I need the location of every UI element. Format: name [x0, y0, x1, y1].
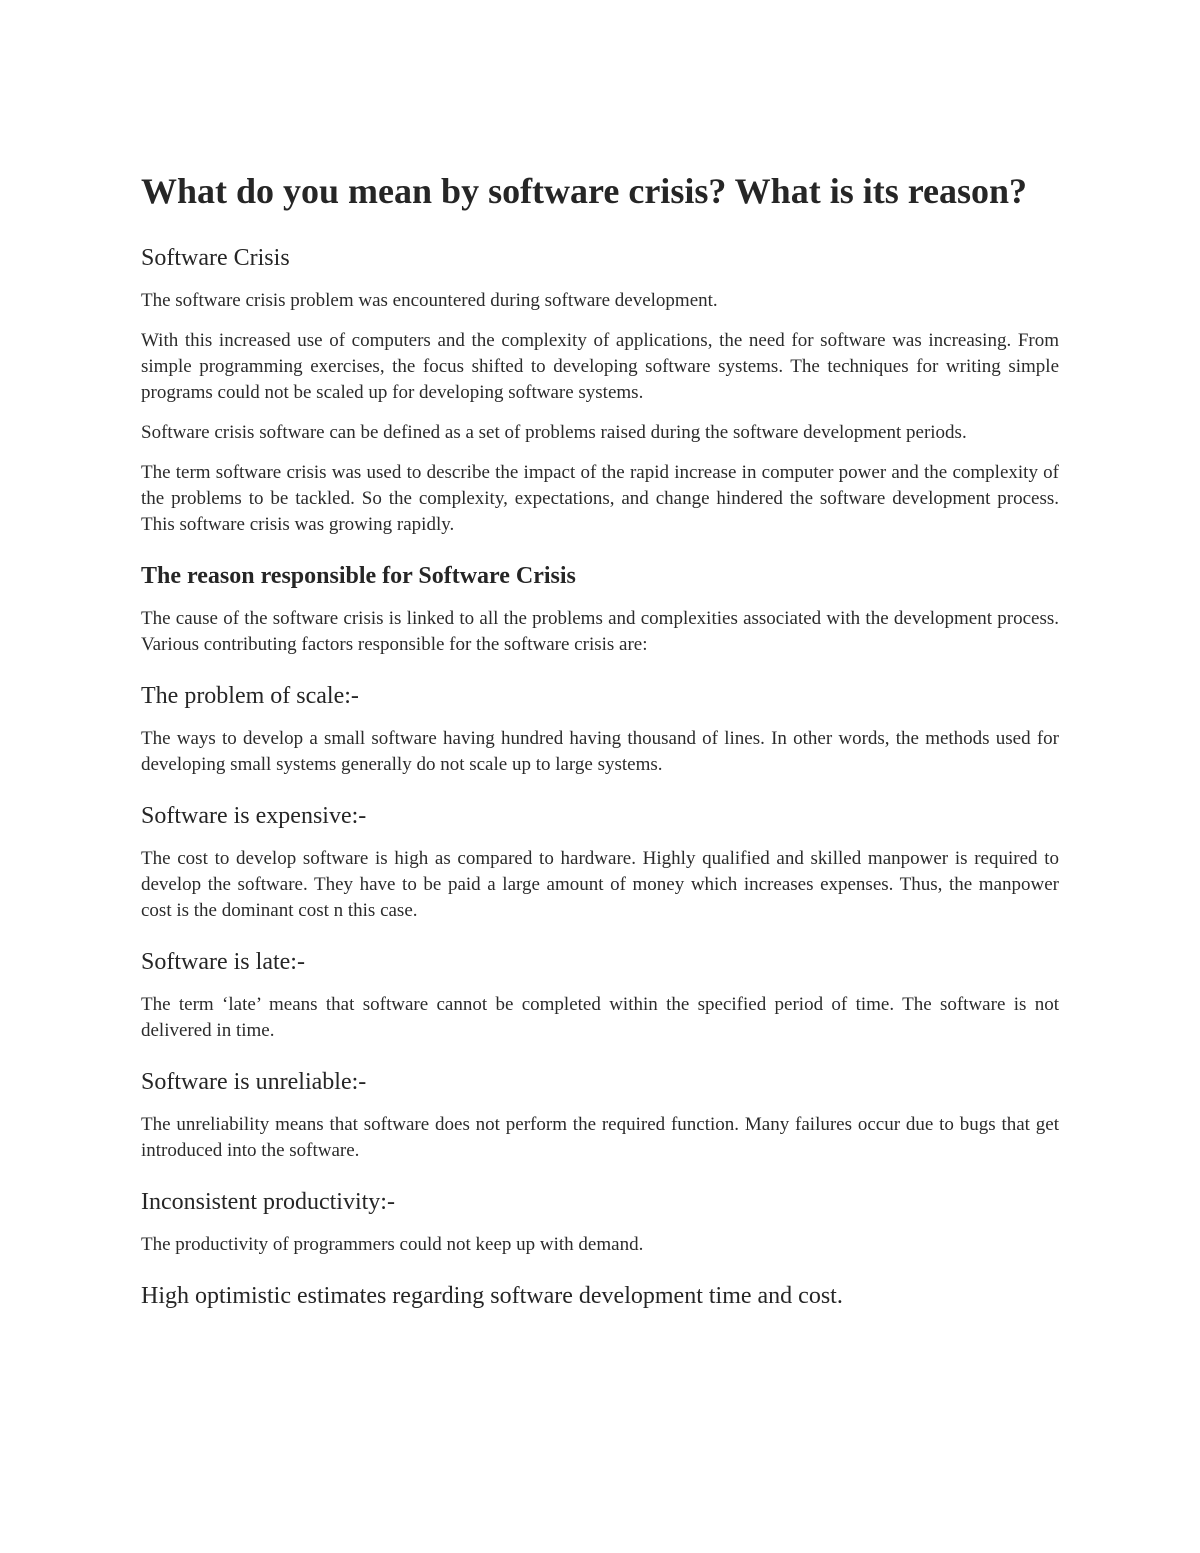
- section-heading-software-crisis: Software Crisis: [141, 245, 290, 271]
- subsection-paragraph: The term ‘late’ means that software cannot be completed within the specified period of time. The software is not delivered in time.: [141, 994, 1059, 1041]
- subsection-paragraph: The cost to develop software is high as compared to hardware. Highly qualified and skilled manpower is required to develop the software. They have to be paid a large amount of money which increases expenses. Thus, the manpower cost is the dominant cost n this case.: [141, 848, 1059, 921]
- document-page: [141, 168, 1059, 1326]
- final-heading: High optimistic estimates regarding software development time and cost.: [141, 1283, 843, 1309]
- subsection-heading: Software is late:-: [141, 949, 305, 975]
- subsection-paragraph: The unreliability means that software does not perform the required function. Many failures occur due to bugs that get introduced into the software.: [141, 1114, 1059, 1161]
- intro-paragraph: The term software crisis was used to describe the impact of the rapid increase in computer power and the complexity of the problems to be tackled. So the complexity, expectations, and change hindered the software development process. This software crisis was growing rapidly.: [141, 462, 1059, 535]
- section-heading-reasons: The reason responsible for Software Crisis: [141, 563, 576, 589]
- subsection-heading: Software is expensive:-: [141, 803, 367, 829]
- subsection-heading: Inconsistent productivity:-: [141, 1189, 395, 1215]
- subsection-paragraph: The ways to develop a small software having hundred having thousand of lines. In other words, the methods used for developing small systems generally do not scale up to large systems.: [141, 728, 1059, 775]
- reasons-paragraph: The cause of the software crisis is linked to all the problems and complexities associated with the development process. Various contributing factors responsible for the software crisis are:: [141, 608, 1059, 655]
- intro-paragraph: The software crisis problem was encountered during software development.: [141, 290, 718, 311]
- document-title: What do you mean by software crisis? What is its reason?: [141, 171, 1028, 211]
- intro-paragraph: With this increased use of computers and the complexity of applications, the need for software was increasing. From simple programming exercises, the focus shifted to developing software systems. The techniques for writing simple programs could not be scaled up for developing software systems.: [141, 330, 1059, 403]
- subsection-paragraph: The productivity of programmers could not keep up with demand.: [141, 1234, 644, 1255]
- subsection-heading: The problem of scale:-: [141, 683, 359, 709]
- subsection-heading: Software is unreliable:-: [141, 1069, 367, 1095]
- intro-paragraph: Software crisis software can be defined as a set of problems raised during the software development periods.: [141, 422, 967, 443]
